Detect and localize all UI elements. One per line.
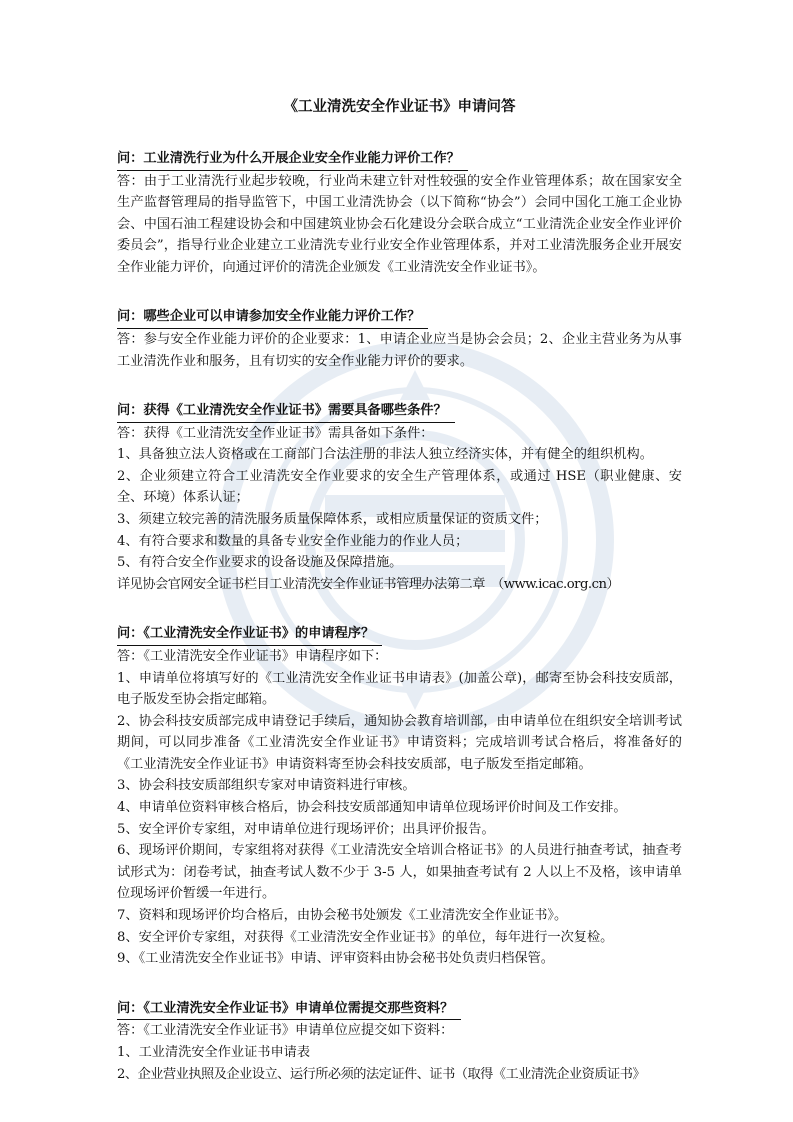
question-heading: 问：哪些企业可以申请参加安全作业能力评价工作？ (117, 306, 428, 329)
answer-line: 3、须建立较完善的清洗服务质量保障体系，或相应质量保证的资质文件； (117, 512, 548, 528)
answer-line: 8、安全评价专家组，对获得《工业清洗安全作业证书》的单位，每年进行一次复检。 (117, 929, 614, 945)
question-heading: 问：《工业清洗安全作业证书》的申请程序？ (117, 623, 382, 646)
question-heading: 问：《工业清洗安全作业证书》申请单位需提交那些资料？ (117, 998, 461, 1021)
answer-line: 4、有符合要求和数量的具备专业安全作业能力的作业人员； (117, 533, 469, 549)
qa-section-required-documents (117, 997, 682, 1085)
answer-paragraph: 答：由于工业清洗行业起步较晚，行业尚未建立针对性较强的安全作业管理体系；故在国家安全生产监督管理局的指导监管下，中国工业清洗协会（以下简称“协会”）会同中国化工施工企业协会、中国石油工程建设协会和中国建筑业协会石化建设分会联合成立“工业清洗企业安全作业评价委员会”，指导行业企业建立工业清洗专业行业安全作业管理体系，并对工业清洗服务企业开展安全作业能力评价，向通过评价的清洗企业颁发《工业清洗安全作业证书》。 (117, 173, 682, 275)
answer-line-website-reference: 详见协会官网安全证书栏目工业清洗安全作业证书管理办法第二章 （www.icac.org.cn） (117, 576, 620, 592)
page-title: 《工业清洗安全作业证书》申请问答 (283, 99, 516, 115)
qa-section-application-procedure (117, 622, 682, 969)
qa-section-why-evaluation (117, 147, 682, 278)
answer-line: 5、有符合安全作业要求的设备设施及保障措施。 (117, 555, 403, 571)
answer-line: 5、安全评价专家组，对申请单位进行现场评价；出具评价报告。 (117, 821, 495, 837)
answer-line: 答：《工业清洗安全作业证书》申请程序如下： (117, 648, 388, 664)
answer-line: 6、现场评价期间，专家组将对获得《工业清洗安全培训合格证书》的人员进行抽查考试，抽查考试形式为：闭卷考试，抽查考试人数不少于 3-5 人，如果抽查考试有 2 人以上不及格，该申请单位现场评价暂缓一年进行。 (117, 843, 682, 902)
answer-line: 1、具备独立法人资格或在工商部门合法注册的非法人独立经济实体，并有健全的组织机构。 (117, 447, 653, 463)
question-heading: 问：获得《工业清洗安全作业证书》需要具备哪些条件？ (117, 400, 455, 423)
document-page (117, 96, 682, 1112)
answer-paragraph: 答：参与安全作业能力评价的企业要求：1、申请企业应当是协会会员；2、企业主营业务为从事工业清洗作业和服务，且有切实的安全作业能力评价的要求。 (117, 331, 682, 369)
qa-section-eligible-enterprises (117, 305, 682, 372)
answer-line: 答：《工业清洗安全作业证书》申请单位应提交如下资料： (117, 1023, 454, 1039)
qa-section-requirements (117, 399, 682, 595)
answer-line: 1、工业清洗安全作业证书申请表 (117, 1044, 311, 1060)
answer-line: 答：获得《工业清洗安全作业证书》需具备如下条件： (117, 425, 434, 441)
answer-line: 3、协会科技安质部组织专家对申请资料进行审核。 (117, 778, 416, 794)
answer-line: 4、申请单位资料审核合格后，协会科技安质部通知申请单位现场评价时间及工作安排。 (117, 800, 627, 816)
answer-line: 2、企业营业执照及企业设立、运行所必须的法定证件、证书（取得《工业清洗企业资质证书》 (117, 1066, 646, 1082)
answer-line: 9、《工业清洗安全作业证书》申请、评审资料由协会秘书处负责归档保管。 (117, 951, 554, 967)
answer-line: 2、企业须建立符合工业清洗安全作业要求的安全生产管理体系，或通过 HSE（职业健康、安全、环境）体系认证； (117, 468, 682, 506)
answer-line: 2、协会科技安质部完成申请登记手续后，通知协会教育培训部，由申请单位在组织安全培训考试期间，可以同步准备《工业清洗安全作业证书》申请资料；完成培训考试合格后，将准备好的《工业清洗安全作业证书》申请资料寄至协会科技安质部，电子版发至指定邮箱。 (117, 713, 682, 772)
answer-line: 1、申请单位将填写好的《工业清洗安全作业证书申请表》(加盖公章)，邮寄至协会科技安质部，电子版发至协会指定邮箱。 (117, 670, 682, 708)
answer-line: 7、资料和现场评价均合格后，由协会秘书处颁发《工业清洗安全作业证书》。 (117, 908, 568, 924)
question-heading: 问：工业清洗行业为什么开展企业安全作业能力评价工作？ (117, 148, 468, 171)
